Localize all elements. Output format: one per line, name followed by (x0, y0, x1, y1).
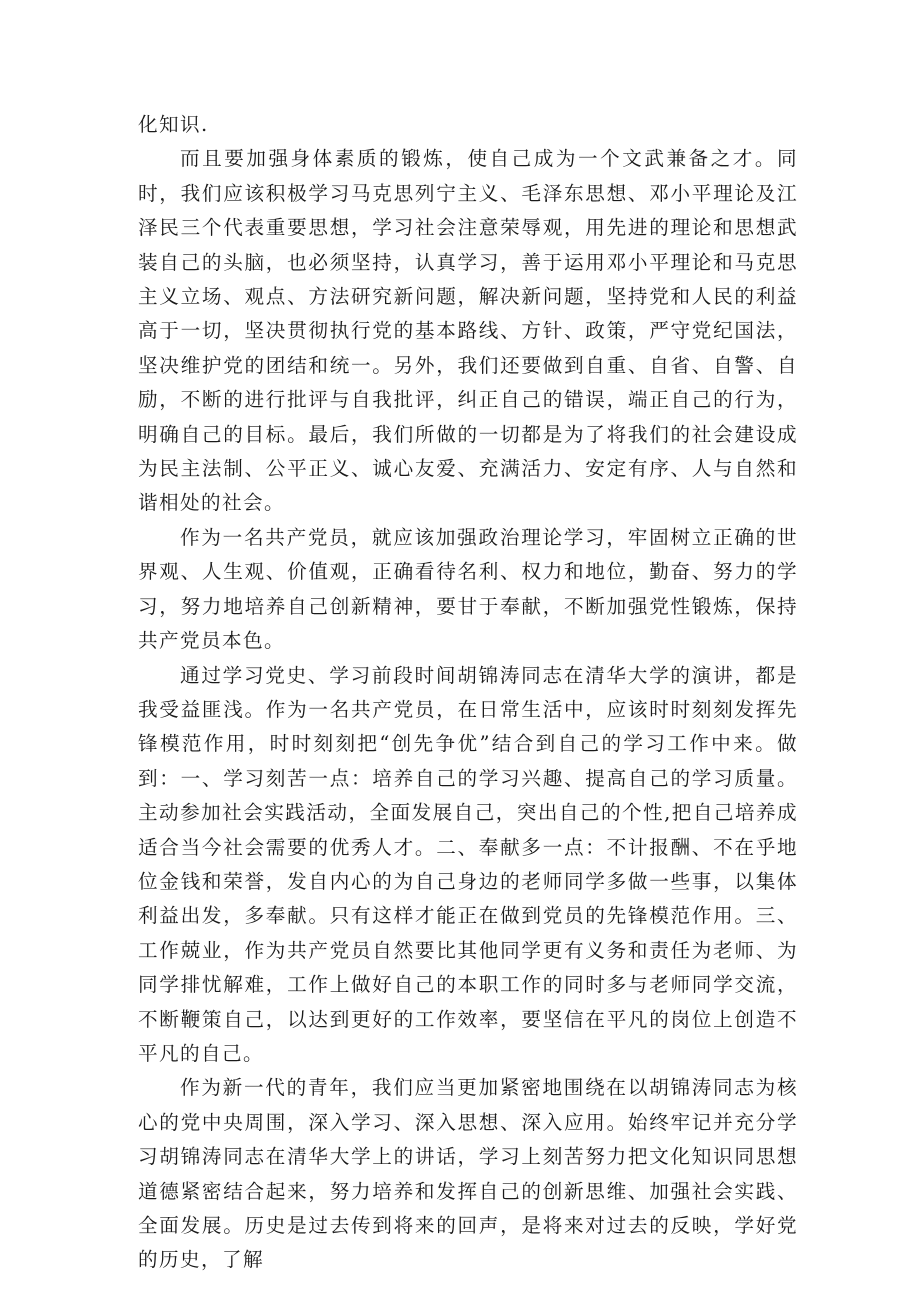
paragraph-party-history-study: 通过学习党史、学习前段时间胡锦涛同志在清华大学的演讲，都是我受益匪浅。作为一名共产党员，在日常生活中，应该时时刻刻发挥先锋模范作用，时时刻刻把“创先争优”结合到自己的学习工作中来。做到：一、学习刻苦一点：培养自己的学习兴趣、提高自己的学习质量。主动参加社会实践活动，全面发展自己，突出自己的个性,把自己培养成适合当今社会需要的优秀人才。二、奉献多一点：不计报酬、不在乎地位金钱和荣誉，发自内心的为自己身边的老师同学多做一些事，以集体利益出发，多奉献。只有这样才能正在做到党员的先锋模范作用。三、工作兢业，作为共产党员自然要比其他同学更有义务和责任为老师、为同学排忧解难，工作上做好自己的本职工作的同时多与老师同学交流，不断鞭策自己，以达到更好的工作效率，要坚信在平凡的岗位上创造不平凡的自己。 (138, 663, 798, 1065)
paragraph-continuation: 化知识. (138, 113, 209, 136)
paragraph-party-member-duty: 作为一名共产党员，就应该加强政治理论学习，牢固树立正确的世界观、人生观、价值观，正确看待名利、权力和地位，勤奋、努力的学习，努力地培养自己创新精神，要甘于奉献，不断加强党性锻炼，保持共产党员本色。 (138, 525, 798, 653)
document-body (138, 108, 798, 1278)
paragraph-new-generation-youth: 作为新一代的青年，我们应当更加紧密地围绕在以胡锦涛同志为核心的党中央周围，深入学习、深入思想、深入应用。始终牢记并充分学习胡锦涛同志在清华大学上的讲话，学习上刻苦努力把文化知识同思想道德紧密结合起来，努力培养和发挥自己的创新思维、加强社会实践、全面发展。历史是过去传到将来的回声，是将来对过去的反映，学好党的历史，了解 (138, 1076, 798, 1272)
paragraph-physical-and-theory-study: 而且要加强身体素质的锻炼，使自己成为一个文武兼备之才。同时，我们应该积极学习马克思列宁主义、毛泽东思想、邓小平理论及江泽民三个代表重要思想，学习社会注意荣辱观，用先进的理论和思想武装自己的头脑，也必须坚持，认真学习，善于运用邓小平理论和马克思主义立场、观点、方法研究新问题，解决新问题，坚持党和人民的利益高于一切，坚决贯彻执行党的基本路线、方针、政策，严守党纪国法，坚决维护党的团结和统一。另外，我们还要做到自重、自省、自警、自励，不断的进行批评与自我批评，纠正自己的错误，端正自己的行为，明确自己的目标。最后，我们所做的一切都是为了将我们的社会建设成为民主法制、公平正义、诚心友爱、充满活力、安定有序、人与自然和谐相处的社会。 (138, 147, 798, 515)
